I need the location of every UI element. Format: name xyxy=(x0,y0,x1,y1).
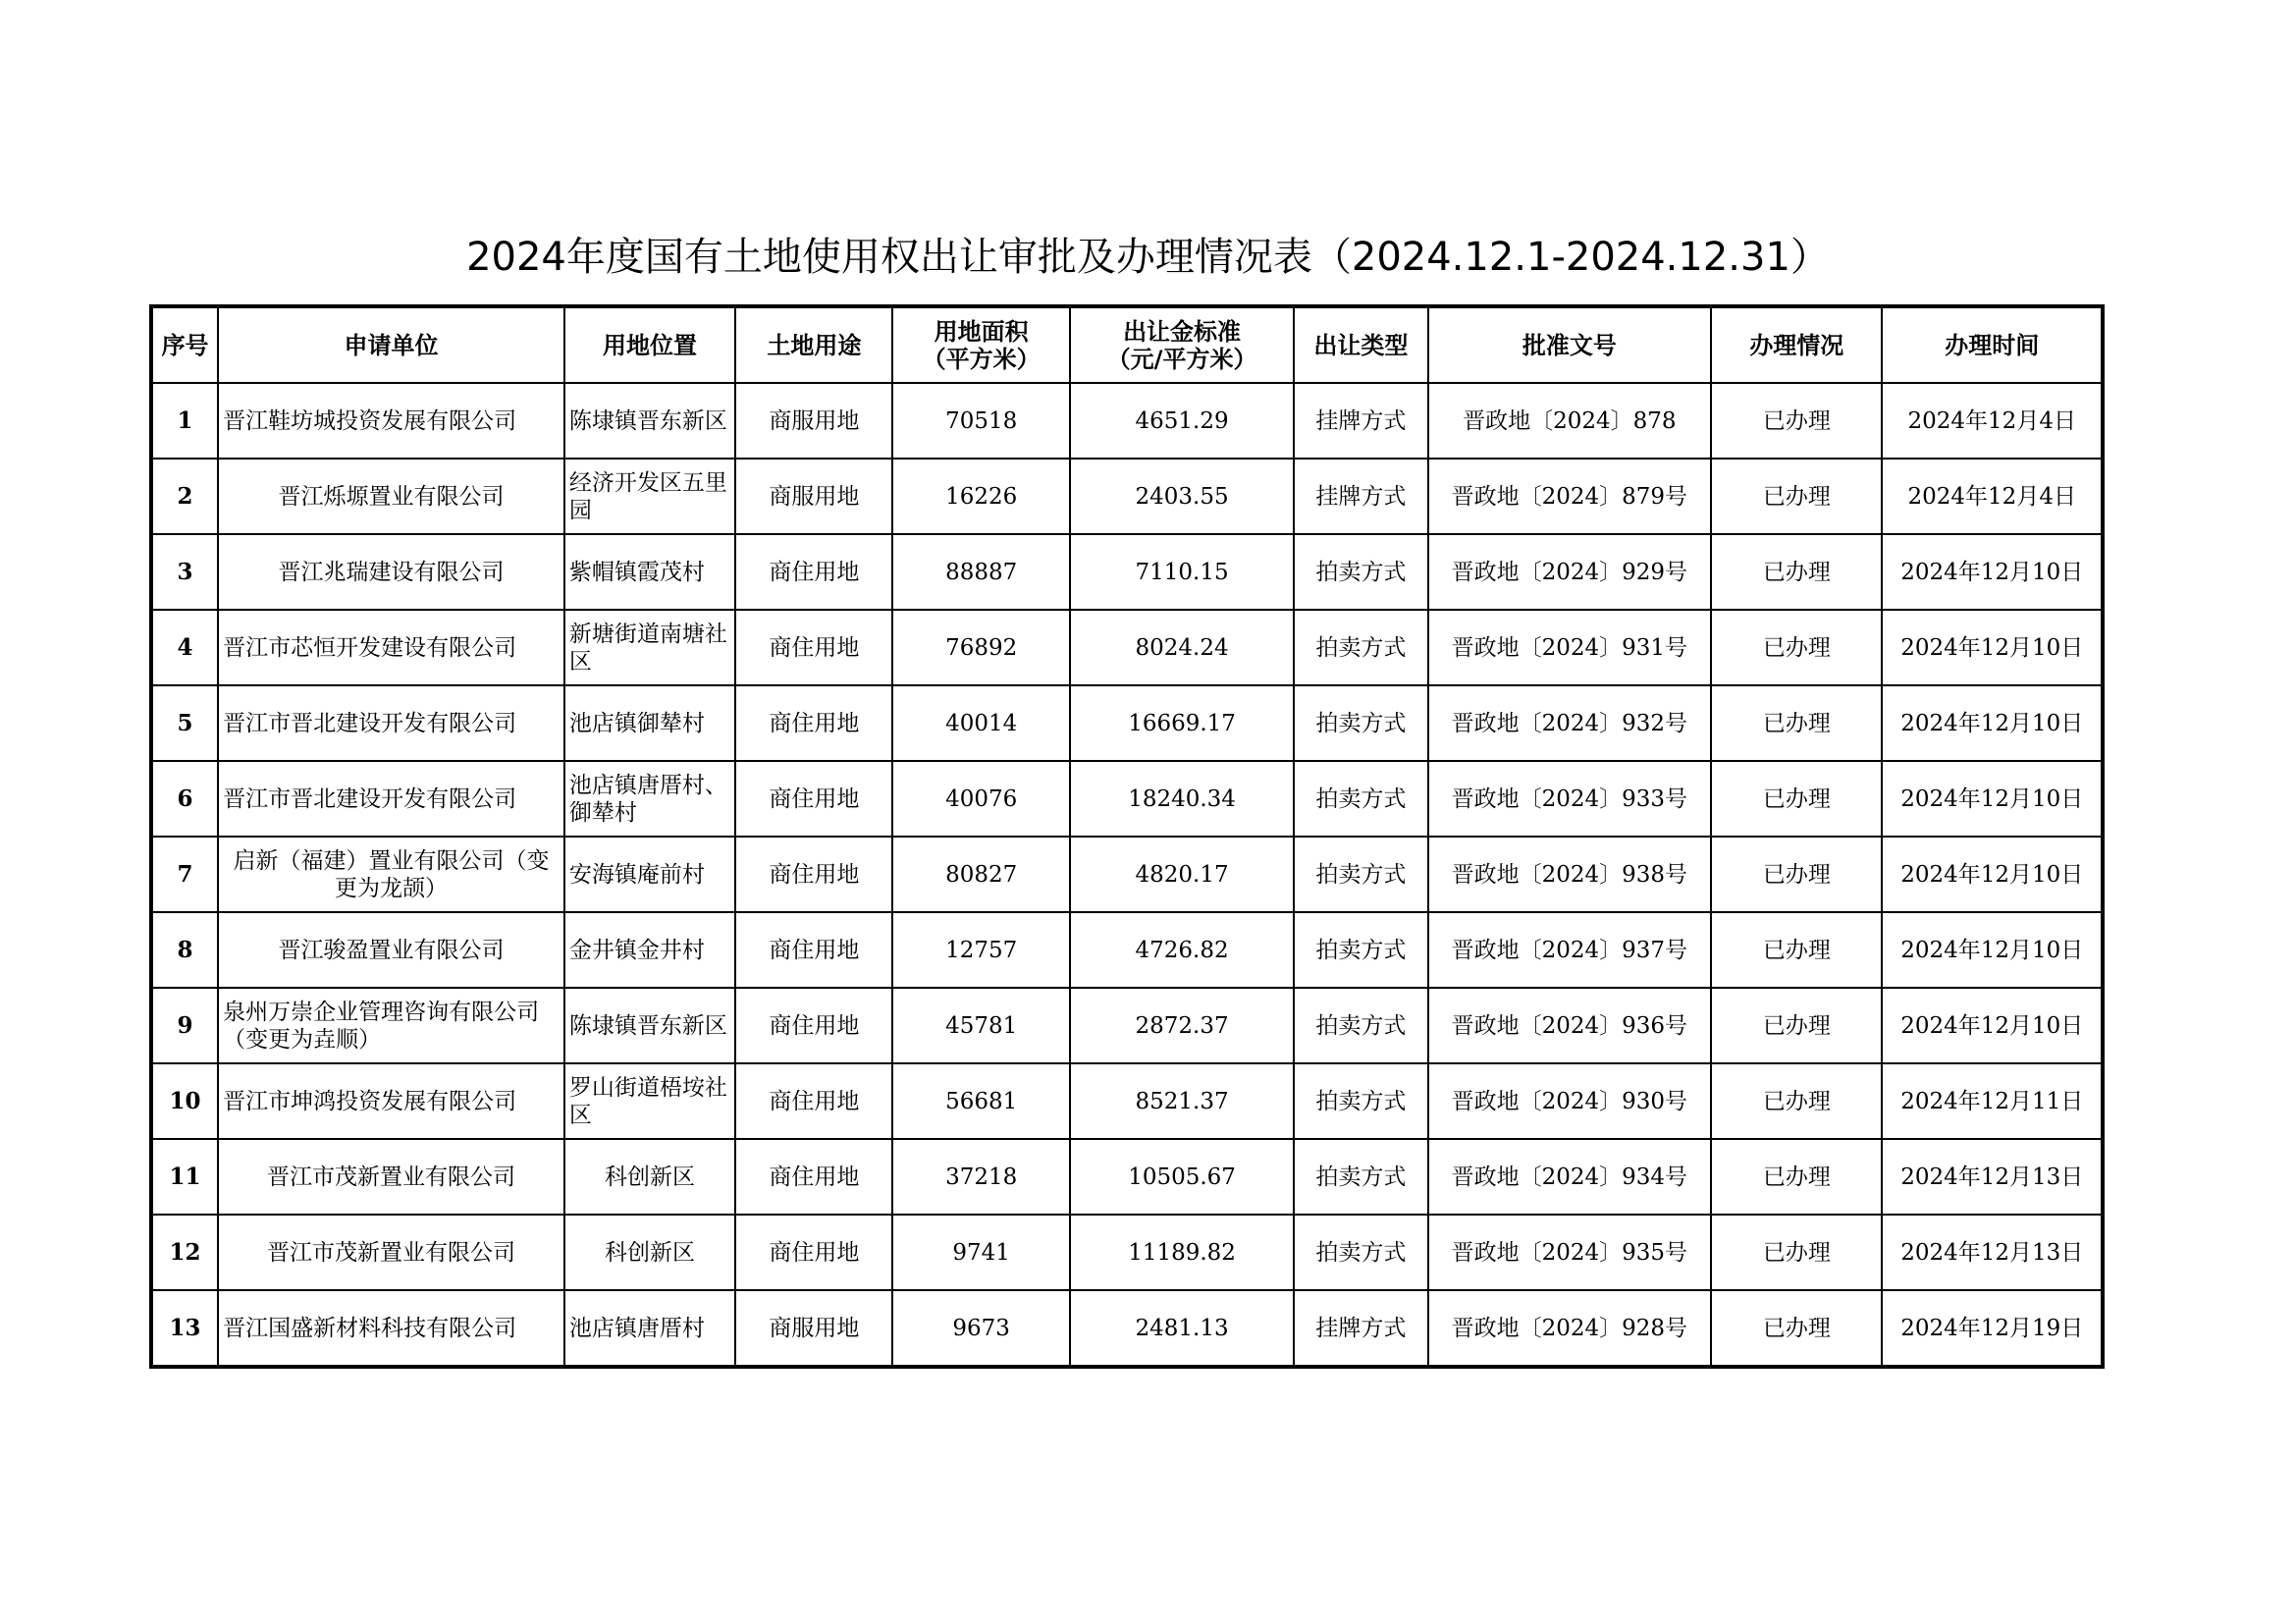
cell-price: 2481.13 xyxy=(1070,1290,1294,1367)
cell-use: 商住用地 xyxy=(735,1139,892,1215)
header-status: 办理情况 xyxy=(1711,306,1882,383)
cell-location: 经济开发区五里园 xyxy=(564,459,735,534)
cell-status: 已办理 xyxy=(1711,459,1882,534)
cell-use: 商服用地 xyxy=(735,459,892,534)
table-row xyxy=(151,610,2103,685)
header-location: 用地位置 xyxy=(564,306,735,383)
cell-status: 已办理 xyxy=(1711,610,1882,685)
cell-location: 新塘街道南塘社区 xyxy=(564,610,735,685)
cell-time: 2024年12月13日 xyxy=(1882,1139,2103,1215)
cell-applicant: 晋江市芯恒开发建设有限公司 xyxy=(218,610,564,685)
cell-location: 池店镇唐厝村、御辇村 xyxy=(564,761,735,837)
cell-price: 2872.37 xyxy=(1070,988,1294,1063)
cell-applicant: 晋江市晋北建设开发有限公司 xyxy=(218,685,564,761)
cell-use: 商服用地 xyxy=(735,383,892,459)
cell-status: 已办理 xyxy=(1711,685,1882,761)
cell-area: 9741 xyxy=(892,1215,1069,1290)
header-seq: 序号 xyxy=(151,306,218,383)
header-price-line2: （元/平方米） xyxy=(1106,345,1257,373)
cell-price: 4726.82 xyxy=(1070,912,1294,988)
cell-area: 9673 xyxy=(892,1290,1069,1367)
cell-area: 56681 xyxy=(892,1063,1069,1139)
cell-time: 2024年12月10日 xyxy=(1882,912,2103,988)
cell-seq: 8 xyxy=(151,912,218,988)
cell-seq: 2 xyxy=(151,459,218,534)
header-price xyxy=(1070,306,1294,383)
table-row xyxy=(151,1063,2103,1139)
cell-applicant: 晋江兆瑞建设有限公司 xyxy=(218,534,564,610)
cell-time: 2024年12月10日 xyxy=(1882,837,2103,912)
cell-location: 陈埭镇晋东新区 xyxy=(564,383,735,459)
cell-type: 拍卖方式 xyxy=(1294,1139,1427,1215)
cell-area: 12757 xyxy=(892,912,1069,988)
cell-price: 8024.24 xyxy=(1070,610,1294,685)
cell-use: 商住用地 xyxy=(735,988,892,1063)
cell-type: 拍卖方式 xyxy=(1294,837,1427,912)
cell-location: 金井镇金井村 xyxy=(564,912,735,988)
table-row xyxy=(151,837,2103,912)
cell-use: 商住用地 xyxy=(735,1063,892,1139)
cell-doc: 晋政地〔2024〕933号 xyxy=(1428,761,1712,837)
cell-applicant: 晋江骏盈置业有限公司 xyxy=(218,912,564,988)
cell-use: 商住用地 xyxy=(735,761,892,837)
header-type: 出让类型 xyxy=(1294,306,1427,383)
cell-applicant: 晋江烁塬置业有限公司 xyxy=(218,459,564,534)
cell-seq: 1 xyxy=(151,383,218,459)
cell-time: 2024年12月10日 xyxy=(1882,685,2103,761)
cell-type: 拍卖方式 xyxy=(1294,610,1427,685)
cell-area: 16226 xyxy=(892,459,1069,534)
cell-location: 陈埭镇晋东新区 xyxy=(564,988,735,1063)
cell-area: 40014 xyxy=(892,685,1069,761)
cell-time: 2024年12月13日 xyxy=(1882,1215,2103,1290)
land-transfer-table xyxy=(149,304,2105,1369)
cell-area: 80827 xyxy=(892,837,1069,912)
cell-location: 安海镇庵前村 xyxy=(564,837,735,912)
cell-status: 已办理 xyxy=(1711,761,1882,837)
cell-area: 40076 xyxy=(892,761,1069,837)
cell-time: 2024年12月10日 xyxy=(1882,988,2103,1063)
cell-status: 已办理 xyxy=(1711,1215,1882,1290)
cell-area: 70518 xyxy=(892,383,1069,459)
cell-doc: 晋政地〔2024〕934号 xyxy=(1428,1139,1712,1215)
cell-applicant: 晋江市茂新置业有限公司 xyxy=(218,1215,564,1290)
header-area-line2: （平方米） xyxy=(922,345,1041,373)
header-time: 办理时间 xyxy=(1882,306,2103,383)
cell-location: 池店镇唐厝村 xyxy=(564,1290,735,1367)
cell-doc: 晋政地〔2024〕928号 xyxy=(1428,1290,1712,1367)
cell-price: 4651.29 xyxy=(1070,383,1294,459)
cell-area: 37218 xyxy=(892,1139,1069,1215)
cell-type: 挂牌方式 xyxy=(1294,459,1427,534)
cell-doc: 晋政地〔2024〕931号 xyxy=(1428,610,1712,685)
table-row xyxy=(151,988,2103,1063)
cell-doc: 晋政地〔2024〕932号 xyxy=(1428,685,1712,761)
cell-applicant: 泉州万崇企业管理咨询有限公司（变更为垚顺） xyxy=(218,988,564,1063)
cell-time: 2024年12月4日 xyxy=(1882,459,2103,534)
cell-time: 2024年12月10日 xyxy=(1882,761,2103,837)
cell-price: 8521.37 xyxy=(1070,1063,1294,1139)
cell-status: 已办理 xyxy=(1711,383,1882,459)
cell-status: 已办理 xyxy=(1711,837,1882,912)
cell-type: 拍卖方式 xyxy=(1294,761,1427,837)
cell-applicant: 晋江国盛新材料科技有限公司 xyxy=(218,1290,564,1367)
cell-use: 商住用地 xyxy=(735,685,892,761)
cell-doc: 晋政地〔2024〕878 xyxy=(1428,383,1712,459)
cell-price: 4820.17 xyxy=(1070,837,1294,912)
cell-seq: 12 xyxy=(151,1215,218,1290)
table-row xyxy=(151,1139,2103,1215)
cell-doc: 晋政地〔2024〕938号 xyxy=(1428,837,1712,912)
cell-applicant: 晋江市茂新置业有限公司 xyxy=(218,1139,564,1215)
cell-use: 商服用地 xyxy=(735,1290,892,1367)
cell-seq: 7 xyxy=(151,837,218,912)
cell-seq: 9 xyxy=(151,988,218,1063)
cell-seq: 11 xyxy=(151,1139,218,1215)
cell-doc: 晋政地〔2024〕935号 xyxy=(1428,1215,1712,1290)
cell-type: 拍卖方式 xyxy=(1294,1215,1427,1290)
cell-type: 拍卖方式 xyxy=(1294,534,1427,610)
cell-location: 池店镇御辇村 xyxy=(564,685,735,761)
table-row xyxy=(151,459,2103,534)
cell-seq: 4 xyxy=(151,610,218,685)
cell-area: 88887 xyxy=(892,534,1069,610)
cell-time: 2024年12月11日 xyxy=(1882,1063,2103,1139)
table-row xyxy=(151,761,2103,837)
cell-applicant: 晋江鞋坊城投资发展有限公司 xyxy=(218,383,564,459)
table-row xyxy=(151,1290,2103,1367)
cell-use: 商住用地 xyxy=(735,1215,892,1290)
table-header-row xyxy=(151,306,2103,383)
cell-status: 已办理 xyxy=(1711,534,1882,610)
table-row xyxy=(151,685,2103,761)
cell-location: 罗山街道梧垵社区 xyxy=(564,1063,735,1139)
cell-type: 拍卖方式 xyxy=(1294,912,1427,988)
cell-applicant: 晋江市晋北建设开发有限公司 xyxy=(218,761,564,837)
header-applicant: 申请单位 xyxy=(218,306,564,383)
cell-type: 拍卖方式 xyxy=(1294,1063,1427,1139)
cell-use: 商住用地 xyxy=(735,610,892,685)
table-row xyxy=(151,534,2103,610)
page-title: 2024年度国有土地使用权出让审批及办理情况表（2024.12.1-2024.12.31） xyxy=(466,235,1830,280)
cell-time: 2024年12月10日 xyxy=(1882,534,2103,610)
cell-status: 已办理 xyxy=(1711,988,1882,1063)
cell-price: 18240.34 xyxy=(1070,761,1294,837)
cell-use: 商住用地 xyxy=(735,837,892,912)
cell-doc: 晋政地〔2024〕929号 xyxy=(1428,534,1712,610)
header-doc: 批准文号 xyxy=(1428,306,1712,383)
cell-type: 挂牌方式 xyxy=(1294,1290,1427,1367)
cell-use: 商住用地 xyxy=(735,912,892,988)
cell-applicant: 启新（福建）置业有限公司（变更为龙颉） xyxy=(218,837,564,912)
cell-type: 拍卖方式 xyxy=(1294,685,1427,761)
cell-seq: 6 xyxy=(151,761,218,837)
cell-location: 科创新区 xyxy=(564,1139,735,1215)
cell-seq: 10 xyxy=(151,1063,218,1139)
cell-area: 45781 xyxy=(892,988,1069,1063)
header-use: 土地用途 xyxy=(735,306,892,383)
cell-time: 2024年12月10日 xyxy=(1882,610,2103,685)
header-price-line1: 出让金标准 xyxy=(1123,317,1242,346)
cell-location: 科创新区 xyxy=(564,1215,735,1290)
cell-time: 2024年12月19日 xyxy=(1882,1290,2103,1367)
cell-time: 2024年12月4日 xyxy=(1882,383,2103,459)
table-row xyxy=(151,1215,2103,1290)
cell-doc: 晋政地〔2024〕936号 xyxy=(1428,988,1712,1063)
table-row xyxy=(151,912,2103,988)
cell-type: 拍卖方式 xyxy=(1294,988,1427,1063)
cell-price: 11189.82 xyxy=(1070,1215,1294,1290)
cell-price: 10505.67 xyxy=(1070,1139,1294,1215)
cell-status: 已办理 xyxy=(1711,1063,1882,1139)
table-row xyxy=(151,383,2103,459)
cell-price: 16669.17 xyxy=(1070,685,1294,761)
header-area-line1: 用地面积 xyxy=(934,317,1029,346)
cell-applicant: 晋江市坤鸿投资发展有限公司 xyxy=(218,1063,564,1139)
cell-doc: 晋政地〔2024〕930号 xyxy=(1428,1063,1712,1139)
cell-area: 76892 xyxy=(892,610,1069,685)
cell-seq: 5 xyxy=(151,685,218,761)
cell-status: 已办理 xyxy=(1711,912,1882,988)
header-area xyxy=(892,306,1069,383)
cell-doc: 晋政地〔2024〕937号 xyxy=(1428,912,1712,988)
cell-status: 已办理 xyxy=(1711,1290,1882,1367)
cell-location: 紫帽镇霞茂村 xyxy=(564,534,735,610)
cell-price: 7110.15 xyxy=(1070,534,1294,610)
cell-seq: 13 xyxy=(151,1290,218,1367)
cell-status: 已办理 xyxy=(1711,1139,1882,1215)
cell-price: 2403.55 xyxy=(1070,459,1294,534)
cell-type: 挂牌方式 xyxy=(1294,383,1427,459)
cell-doc: 晋政地〔2024〕879号 xyxy=(1428,459,1712,534)
cell-seq: 3 xyxy=(151,534,218,610)
cell-use: 商住用地 xyxy=(735,534,892,610)
